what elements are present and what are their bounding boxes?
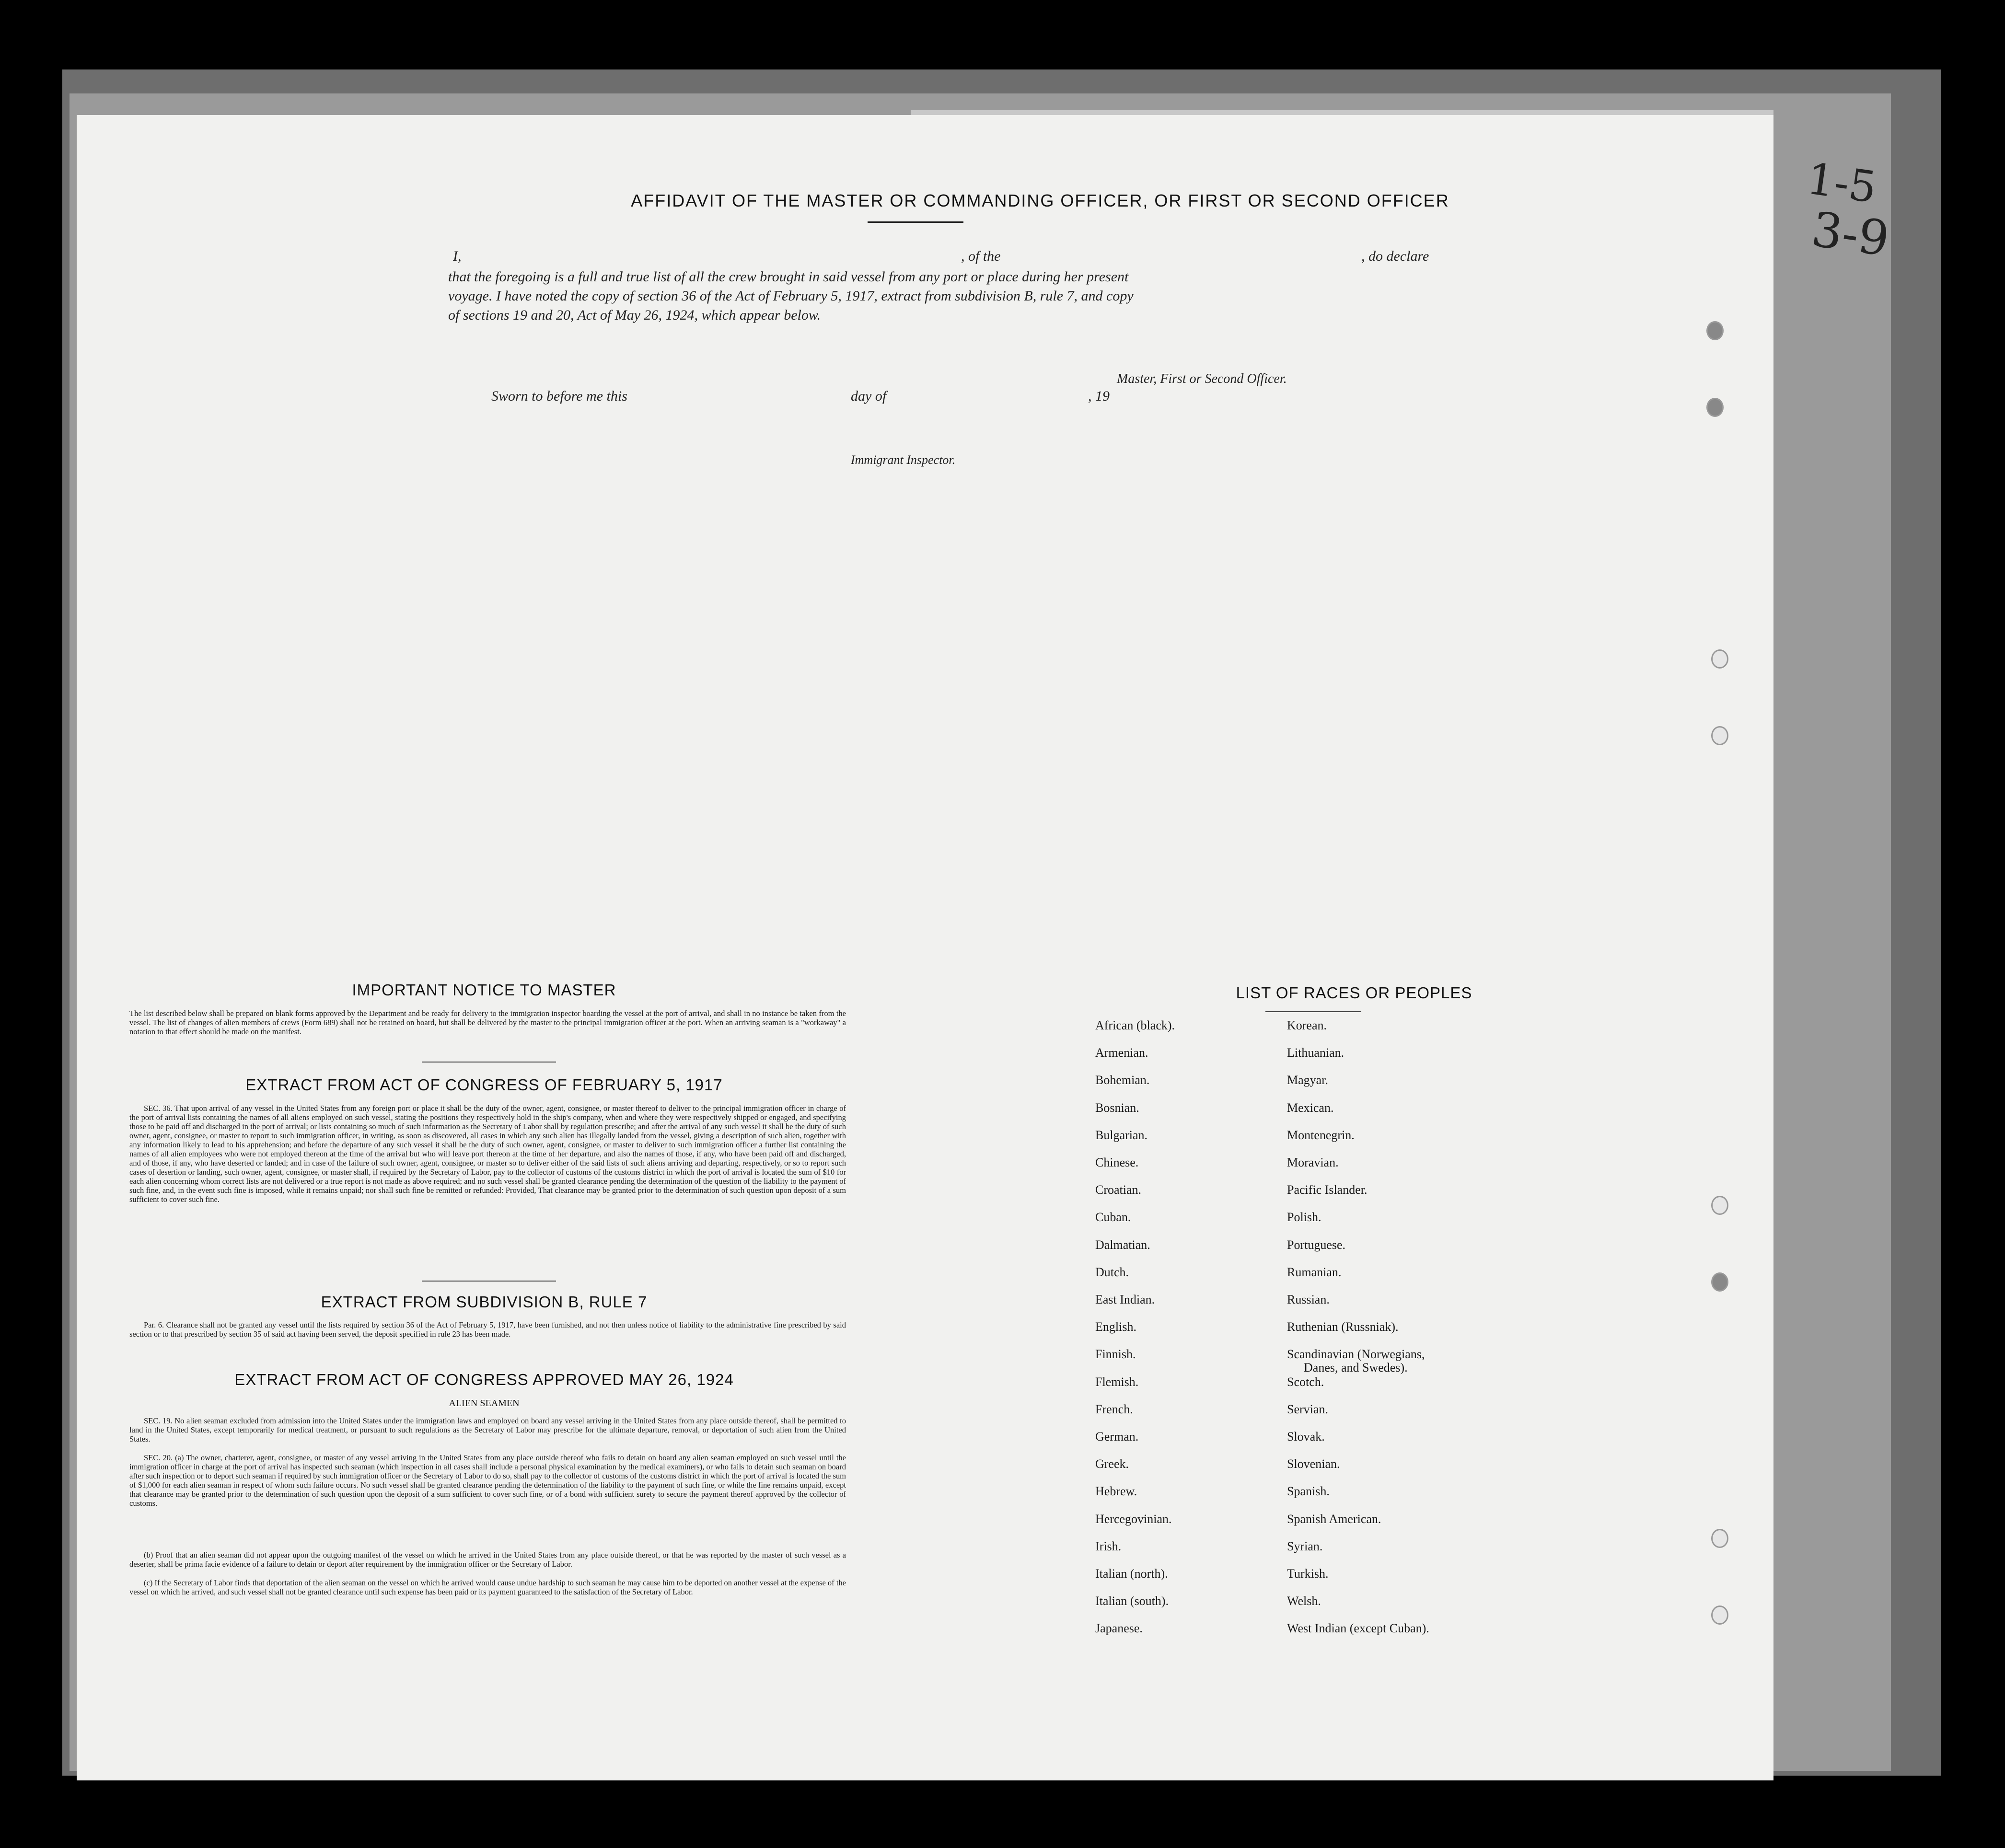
race-item: Armenian. — [1095, 1046, 1148, 1060]
declaration-text — [448, 267, 1469, 325]
divider — [422, 1281, 556, 1282]
race-item: Bosnian. — [1095, 1100, 1139, 1115]
race-item: Slovenian. — [1287, 1457, 1340, 1471]
race-item: Ruthenian (Russniak). — [1287, 1320, 1399, 1334]
race-item: Finnish. — [1095, 1347, 1136, 1362]
race-item: Croatian. — [1095, 1183, 1142, 1197]
race-item: Slovak. — [1287, 1430, 1325, 1444]
race-item: Hercegovinian. — [1095, 1512, 1172, 1526]
race-item: Moravian. — [1287, 1155, 1339, 1169]
punch-hole — [1711, 1272, 1728, 1292]
subdivision-heading: EXTRACT FROM SUBDIVISION B, RULE 7 — [321, 1293, 648, 1311]
punch-hole — [1711, 1196, 1728, 1215]
race-item: Dalmatian. — [1095, 1237, 1150, 1252]
punch-hole — [1711, 1605, 1728, 1625]
race-item: Mexican. — [1287, 1100, 1334, 1115]
race-item: African (black). — [1095, 1018, 1175, 1032]
race-item: Japanese. — [1095, 1621, 1143, 1636]
race-item: Cuban. — [1095, 1210, 1131, 1224]
race-item: Irish. — [1095, 1539, 1122, 1553]
notice-body: The list described below shall be prepared on blank forms approved by the Department and be ready for delivery to the immigration inspector boarding the vessel at the port of arrival, and shall in no instance be taken from the vessel. The list of changes of alien members of crews (Form 689) shall not be retained on board, but shall be delivered by the master to the principal immigration officer at the port. When an arriving seaman is a "workaway" a notation to that effect should be made on the manifest. — [129, 1009, 846, 1036]
race-item: Bulgarian. — [1095, 1128, 1148, 1142]
race-item: Polish. — [1287, 1210, 1321, 1224]
race-item: Spanish. — [1287, 1484, 1330, 1499]
race-item: Italian (north). — [1095, 1567, 1168, 1581]
race-item: Hebrew. — [1095, 1484, 1137, 1499]
divider — [422, 1062, 556, 1063]
race-item: Russian. — [1287, 1293, 1330, 1306]
punch-hole — [1706, 398, 1724, 417]
race-item: West Indian (except Cuban). — [1287, 1621, 1429, 1636]
race-item: Magyar. — [1287, 1073, 1328, 1087]
race-item: German. — [1095, 1430, 1139, 1444]
race-item: Danes, and Swedes). — [1304, 1361, 1408, 1375]
sworn-text: Sworn to before me this — [491, 388, 627, 404]
punch-hole — [1711, 649, 1728, 669]
declaration-mid: , of the — [961, 248, 1001, 264]
punch-hole — [1711, 726, 1728, 745]
extract-1917-heading: EXTRACT FROM ACT OF CONGRESS OF FEBRUARY 5, 1917 — [245, 1076, 723, 1094]
day-of-text: day of — [851, 388, 887, 404]
divider — [868, 221, 963, 223]
notice-heading: IMPORTANT NOTICE TO MASTER — [352, 981, 616, 999]
divider — [1265, 1011, 1361, 1012]
extract-1924-heading: EXTRACT FROM ACT OF CONGRESS APPROVED MAY 26, 1924 — [234, 1371, 734, 1388]
race-item: Welsh. — [1287, 1594, 1321, 1608]
subdivision-body: Par. 6. Clearance shall not be granted any vessel until the lists required by section 36 of the Act of February 5, 1917, have been furnished, and not then unless notice of liability to the administrative fine prescribed by said section or to that prescribed by section 35 of said act having been served, the deposit specified in rule 23 has been made. — [129, 1320, 846, 1339]
race-item: Rumanian. — [1287, 1265, 1342, 1279]
declaration-start: I, — [453, 248, 462, 264]
race-item: Spanish American. — [1287, 1512, 1381, 1526]
handwritten-note: 3-9 — [1808, 201, 1893, 267]
races-heading: LIST OF RACES OR PEOPLES — [1236, 984, 1472, 1002]
year-text: , 19 — [1088, 388, 1110, 404]
extract-1924-subheading: ALIEN SEAMEN — [449, 1398, 520, 1409]
sec-19-body: SEC. 19. No alien seaman excluded from admission into the United States under the immigration laws and employed on board any vessel arriving in the United States from any place outside thereof, shall be permitted to land in the United States, except temporarily for medical treatment, or pursuant to such regulations as the Secretary of Labor may prescribe for the ultimate departure, removal, or deportation of such alien from the United States. — [129, 1416, 846, 1444]
race-item: Lithuanian. — [1287, 1046, 1344, 1060]
race-item: Scandinavian (Norwegians, — [1287, 1347, 1425, 1362]
sec-20c-body: (c) If the Secretary of Labor finds that deportation of the alien seaman on the vessel on which he arrived would cause undue hardship to such seaman he may cause him to be deported on another vessel at the expense of the vessel on which he arrived, and such vessel shall not be granted clearance until such expense has been paid or its payment guaranteed to the satisfaction of the Secretary of Labor. — [129, 1578, 846, 1596]
punch-hole — [1706, 321, 1724, 340]
race-item: French. — [1095, 1402, 1133, 1416]
declaration-line: that the foregoing is a full and true list of all the crew brought in said vessel from any port or place during her present — [448, 269, 1129, 285]
race-item: Bohemian. — [1095, 1073, 1150, 1087]
race-item: Montenegrin. — [1287, 1128, 1355, 1142]
punch-hole — [1711, 1529, 1728, 1548]
race-item: Dutch. — [1095, 1265, 1129, 1279]
race-item: English. — [1095, 1320, 1136, 1334]
extract-1917-body: SEC. 36. That upon arrival of any vessel in the United States from any foreign port or place it shall be the duty of the owner, agent, consignee, or master thereof to deliver to the principal immigration officer in charge of the port of arrival lists containing the names of all aliens employed on such vessel, stating the positions they respectively hold in the ship's company, when and where they were respectively shipped or engaged, and specifying those to be paid off and discharged in the port of arrival; or lists containing so much of such information as the Secretary of Labor shall by regulation prescribe; and after the arrival of any such vessel it shall be the duty of such owner, agent, consignee, or master to report to such immigration officer, in writing, as soon as discovered, all cases in which any such alien has illegally landed from the vessel, giving a description of such alien, together with any information likely to lead to his apprehension; and before the departure of any such vessel it shall be the duty of such owner, agent, consignee, or master to deliver to such immigration officer a further list containing the names of all alien employees who were not employed thereon at the time of the arrival but who will leave port thereon at the time of her departure, and also the names of those, if any, who have been paid off and discharged, and of those, if any, who have deserted or landed; and in case of the failure of such owner, agent, consignee, or master so to deliver either of the said lists of such aliens arriving and departing, respectively, or so to report such cases of desertion or landing, such owner, agent, consignee, or master shall, if required by the Secretary of Labor, pay to the collector of customs of the customs district in which the port of arrival is located the sum of $10 for each alien concerning whom correct lists are not delivered or a true report is not made as above required; and no such vessel shall be granted clearance pending the determination of the question of the liability to the payment of such fine, and, in the event such fine is imposed, while it remains unpaid; nor shall such fine be remitted or refunded: Provided, That clearance may be granted prior to the determination of such question upon deposit of a sum sufficient to cover such fine. — [129, 1104, 846, 1204]
declaration-line: of sections 19 and 20, Act of May 26, 1924, which appear below. — [448, 307, 821, 323]
document-page — [77, 115, 1773, 1780]
race-item: Italian (south). — [1095, 1594, 1169, 1608]
sec-20a-body: SEC. 20. (a) The owner, charterer, agent, consignee, or master of any vessel arriving in the United States from any place outside thereof who fails to detain on board any alien seaman employed on such vessel until the immigration officer in charge at the port of arrival has inspected such seaman (which inspection in all cases shall include a personal physical examination by the medical examiners), or who fails to detain such seaman on board after such inspection or to deport such seaman if required by such immigration officer or the Secretary of Labor to do so, shall pay to the collector of customs of the customs district in which the port of arrival is located the sum of $1,000 for each alien seaman in respect of whom such failure occurs. No such vessel shall be granted clearance pending the determination of the liability to the payment of such fine, or while the fine remains unpaid, except that clearance may be granted prior to the determination of such question upon the deposit of a sum sufficient to cover such fine, or of a bond with sufficient surety to secure the payment thereof approved by the collector of customs. — [129, 1453, 846, 1508]
race-item: Greek. — [1095, 1457, 1129, 1471]
race-item: East Indian. — [1095, 1293, 1155, 1306]
sec-20b-body: (b) Proof that an alien seaman did not appear upon the outgoing manifest of the vessel on which he arrived in the United States from any place outside thereof, or that he was reported by the master of such vessel as a deserter, shall be prima facie evidence of a failure to detain or deport after requirement by the immigration officer or the Secretary of Labor. — [129, 1550, 846, 1569]
declaration-end: , do declare — [1361, 248, 1429, 264]
race-item: Chinese. — [1095, 1155, 1139, 1169]
race-item: Flemish. — [1095, 1374, 1139, 1389]
declaration-line: voyage. I have noted the copy of section 36 of the Act of February 5, 1917, extract from subdivision B, rule 7, and copy — [448, 288, 1134, 304]
race-item: Portuguese. — [1287, 1237, 1346, 1252]
handwritten-note: 1-5 — [1804, 153, 1880, 213]
race-item: Servian. — [1287, 1402, 1328, 1416]
race-item: Scotch. — [1287, 1374, 1324, 1389]
race-item: Turkish. — [1287, 1567, 1329, 1581]
affidavit-title: AFFIDAVIT OF THE MASTER OR COMMANDING OFFICER, OR FIRST OR SECOND OFFICER — [631, 191, 1449, 210]
race-item: Korean. — [1287, 1018, 1327, 1032]
race-item: Syrian. — [1287, 1539, 1323, 1553]
master-caption: Master, First or Second Officer. — [1117, 371, 1287, 386]
inspector-caption: Immigrant Inspector. — [851, 453, 956, 467]
race-item: Pacific Islander. — [1287, 1183, 1368, 1197]
